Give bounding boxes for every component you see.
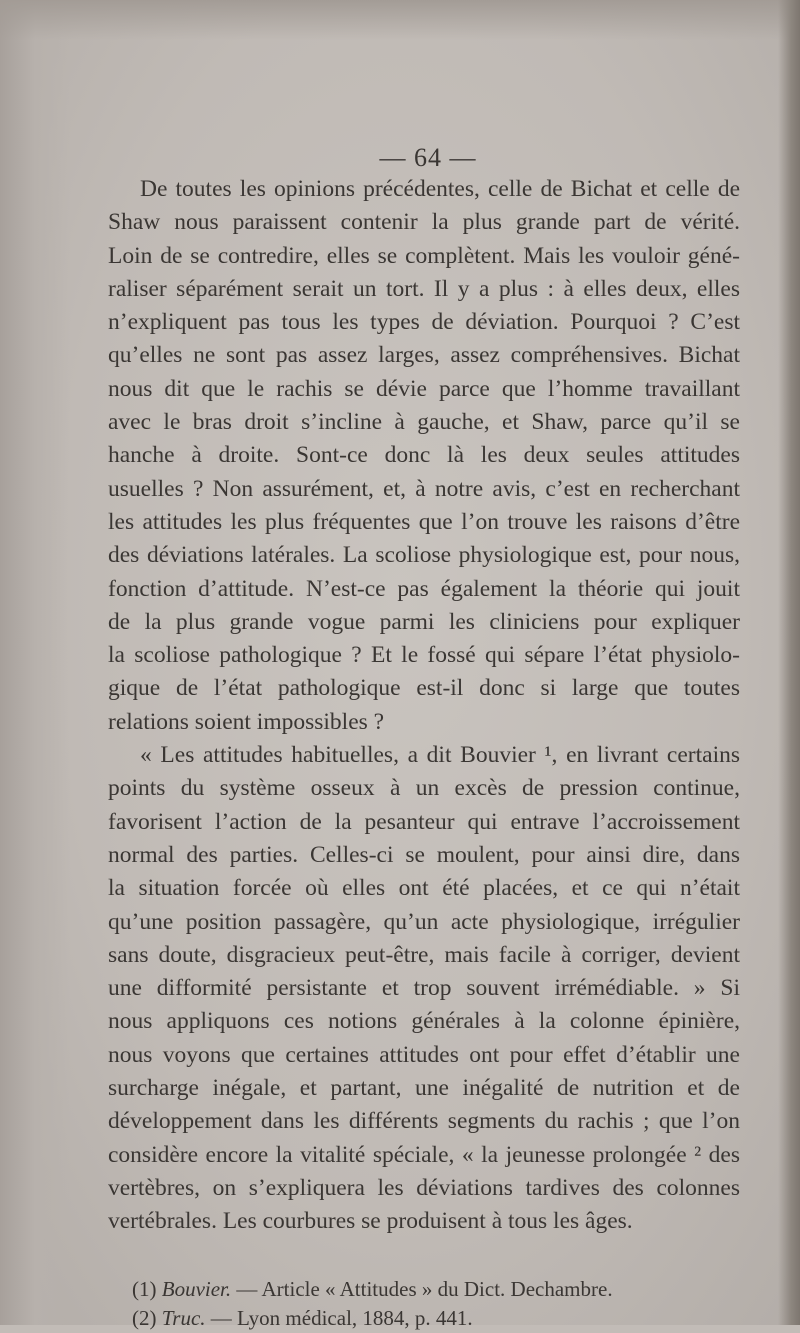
page-right-edge bbox=[778, 0, 800, 1325]
body-text bbox=[108, 173, 740, 1239]
text-line: normal des parties. Celles-ci se moulent, pour ainsi dire, dans bbox=[108, 841, 740, 868]
page-number: — 64 — bbox=[379, 143, 477, 172]
footnote-1 bbox=[108, 1275, 740, 1304]
footnote-2 bbox=[108, 1304, 740, 1333]
text-line: une difformité persistante et trop souvent irrémédiable. » Si bbox=[108, 975, 740, 1002]
text-line: Loin de se contredire, elles se complètent. Mais les vouloir géné- bbox=[108, 242, 740, 269]
text-line: de la plus grande vogue parmi les cliniciens pour expliquer bbox=[108, 608, 740, 635]
text-line: considère encore la vitalité spéciale, « la jeunesse prolongée ² des bbox=[108, 1141, 740, 1168]
text-line: surcharge inégale, et partant, une inégalité de nutrition et de bbox=[108, 1075, 740, 1102]
text-line: sans doute, disgracieux peut-être, mais facile à corriger, devient bbox=[108, 941, 740, 968]
footnote-text: — Lyon médical, 1884, p. 441. bbox=[205, 1305, 473, 1330]
text-line: qu’elles ne sont pas assez larges, assez compréhensives. Bichat bbox=[108, 342, 740, 369]
text-line: gique de l’état pathologique est-il donc si large que toutes bbox=[108, 675, 740, 702]
page-left-shadow bbox=[0, 0, 70, 1325]
text-line: la situation forcée où elles ont été placées, et ce qui n’était bbox=[108, 875, 740, 902]
footnote-text: — Article « Attitudes » du Dict. Dechambre. bbox=[231, 1276, 613, 1301]
page-text bbox=[108, 143, 740, 1333]
text-line: favorisent l’action de la pesanteur qui entrave l’accroissement bbox=[108, 808, 740, 835]
text-line: nous voyons que certaines attitudes ont pour effet d’établir une bbox=[108, 1041, 740, 1068]
text-line: vertèbres, on s’expliquera les déviations tardives des colonnes bbox=[108, 1174, 740, 1201]
text-line: Shaw nous paraissent contenir la plus grande part de vérité. bbox=[108, 209, 740, 236]
text-line: relations soient impossibles ? bbox=[108, 708, 385, 735]
text-line: développement dans les différents segments du rachis ; que l’on bbox=[108, 1108, 740, 1135]
text-line: usuelles ? Non assurément, et, à notre avis, c’est en recherchant bbox=[108, 475, 740, 502]
footnote-marker: (2) bbox=[132, 1305, 157, 1330]
text-line: la scoliose pathologique ? Et le fossé qui sépare l’état physiolo- bbox=[108, 642, 740, 669]
text-line: n’expliquent pas tous les types de déviation. Pourquoi ? C’est bbox=[108, 309, 740, 336]
footnote-marker: (1) bbox=[132, 1276, 157, 1301]
page-top-shadow bbox=[0, 0, 800, 40]
text-line: vertébrales. Les courbures se produisent à tous les âges. bbox=[108, 1208, 633, 1235]
text-line: nous dit que le rachis se dévie parce que l’homme travaillant bbox=[108, 375, 740, 402]
footnote-author: Truc. bbox=[161, 1305, 206, 1330]
footnotes bbox=[108, 1275, 740, 1333]
text-line: fonction d’attitude. N’est-ce pas également la théorie qui jouit bbox=[108, 575, 740, 602]
footnote-author: Bouvier. bbox=[161, 1276, 232, 1301]
text-line: nous appliquons ces notions générales à la colonne épinière, bbox=[108, 1008, 740, 1035]
text-line: les attitudes les plus fréquentes que l’on trouve les raisons d’être bbox=[108, 508, 740, 535]
text-line: « Les attitudes habituelles, a dit Bouvier ¹, en livrant certains bbox=[140, 742, 740, 769]
text-line: qu’une position passagère, qu’un acte physiologique, irrégulier bbox=[108, 908, 740, 935]
text-line: hanche à droite. Sont-ce donc là les deux seules attitudes bbox=[108, 442, 740, 469]
text-line: avec le bras droit s’incline à gauche, et Shaw, parce qu’il se bbox=[108, 409, 740, 436]
text-line: De toutes les opinions précédentes, celle de Bichat et celle de bbox=[140, 176, 740, 202]
text-line: raliser séparément serait un tort. Il y a plus : à elles deux, elles bbox=[108, 275, 740, 302]
text-line: des déviations latérales. La scoliose physiologique est, pour nous, bbox=[108, 542, 740, 569]
text-line: points du système osseux à un excès de pression continue, bbox=[108, 775, 740, 802]
